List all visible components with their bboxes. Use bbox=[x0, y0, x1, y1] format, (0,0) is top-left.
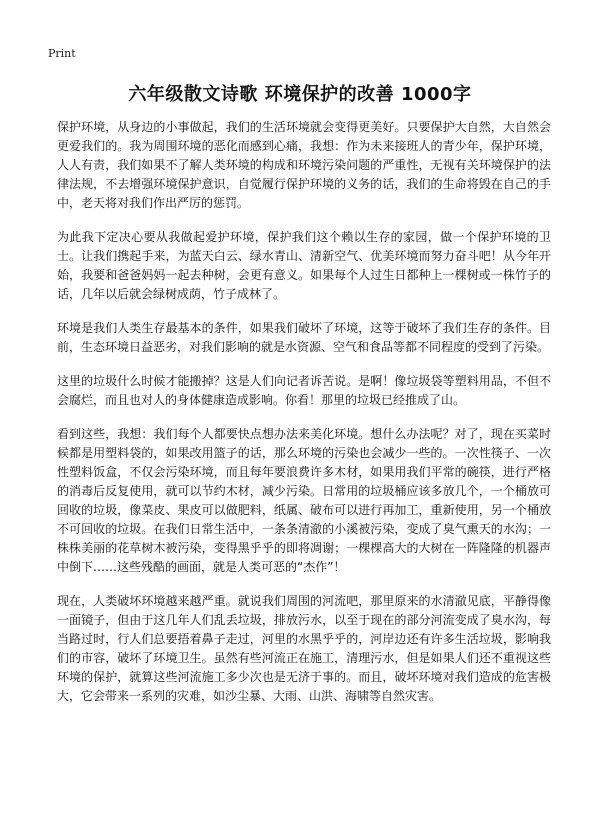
paragraph-5: 看到这些，我想：我们每个人都要快点想办法来美化环境。想什么办法呢？对了，现在买菜时候都是用塑料袋的，如果改用篮子的话，那么环境的污染也会减少一些的。一次性筷子、一次性塑料饭盒，不仅会污染环境，而且每年要浪费许多木材，如果用我们平常的碗筷，进行严格的消毒后反复使用，就可以节约木材，减少污染。日常用的垃圾桶应该多放几个，一个桶放可回收的垃圾，像菜皮、果皮可以做肥料，纸属、破布可以进行再加工，重新使用，另一个桶放不可回收的垃圾。在我们日常生活中，一条条清澈的小溪被污染，变成了臭气熏天的水沟；一株株美丽的花草树木被污染，变得黑乎乎的即将凋谢；一棵棵高大的大树在一阵隆隆的机器声中倒下……这些残酷的画面，就是人类可恶的“杰作”！ bbox=[57, 427, 551, 574]
paragraph-4: 这里的垃圾什么时候才能搬掉？这是人们向记者诉苦说。是啊！像垃圾袋等塑料用品，不但不会腐烂，而且也对人的身体健康造成影响。你看！那里的垃圾已经推成了山。 bbox=[57, 374, 551, 407]
print-link[interactable]: Print bbox=[48, 47, 76, 60]
paragraph-1: 保护环境，从身边的小事做起，我们的生活环境就会变得更美好。只要保护大自然，大自然会更爱我们的。我为周围环境的恶化而感到心痛，我想：作为未来接班人的青少年，保护环境，人人有责，我们如果不了解人类环境的构成和环境污染问题的严重性，无视有关环境保护的法律法规，不去增强环境保护意识，自觉履行保护环境的义务的话，我们的生命将毁在自己的手中，老天将对我们作出严厉的惩罚。 bbox=[57, 120, 551, 210]
article-title: 六年级散文诗歌 环境保护的改善 1000字 bbox=[128, 84, 472, 105]
paragraph-2: 为此我下定决心要从我做起爱护环境，保护我们这个赖以生存的家园，做一个保护环境的卫士。让我们携起手来，为蓝天白云、绿水青山、清新空气、优美环境而努力奋斗吧！从今年开始，我要和爸爸妈妈一起去种树，会更有意义。如果每个人过生日都种上一棵树或一株竹子的话，几年以后就会绿树成荫，竹子成林了。 bbox=[57, 230, 551, 301]
paragraph-6: 现在，人类破坏环境越来越严重。就说我们周围的河流吧，那里原来的水清澈见底，平静得像一面镜子，但由于这几年人们乱丢垃圾，排放污水，以至于现在的部分河流变成了臭水沟，每当路过时，行人们总要捂着鼻子走过，河里的水黑乎乎的，河岸边还有许多生活垃圾，影响我们的市容，破坏了环境卫生。虽然有些河流正在施工，清理污水，但是如果人们还不重视这些环境的保护，就算这些河流施工多少次也是无济于事的。而且，破坏环境对我们造成的危害极大，它会带来一系列的灾难，如沙尘暴、大雨、山洪、海啸等自然灾害。 bbox=[57, 594, 551, 703]
paragraph-3: 环境是我们人类生存最基本的条件，如果我们破坏了环境，这等于破坏了我们生存的条件。目前，生态环境日益恶劣，对我们影响的就是水资源、空气和食品等都不同程度的受到了污染。 bbox=[57, 321, 551, 354]
article-body bbox=[57, 118, 551, 721]
